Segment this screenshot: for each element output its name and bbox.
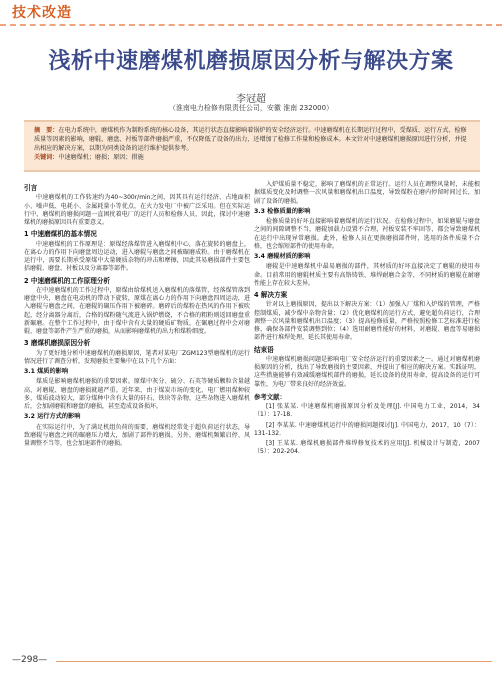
section-heading: 引言 — [24, 184, 38, 192]
article-title: 浅析中速磨煤机磨损原因分析与解决方案 — [48, 49, 454, 74]
subsection-heading: 3.2 运行方式的影响 — [24, 413, 81, 421]
body-paragraph: 中速磨煤机磨损问题是影响电厂安全经济运行的重要因素之一。通过对磨煤机磨损原因的分析，找出了导致磨损的主要因素，并提出了相应的解决方案。实践证明，这些措施能够有效减缓磨煤机部件的磨损，延长设备的使用寿命，提高设备的运行可靠性，为电厂带来良好的经济效益。 — [254, 355, 480, 388]
header-divider — [0, 24, 502, 26]
subsection-heading: 3.3 检修质量的影响 — [254, 207, 311, 215]
abstract-text: 在电力系统中，磨煤机作为制粉系统的核心设备，其运行状态直接影响着锅炉的安全经济运行。中速磨煤机在长期运行过程中，受煤质、运行方式、检修质量等因素的影响，磨辊、磨盘、衬板等部件磨损严重，不仅降低了设备的出力，还增加了检修工作量和检修成本。本文针对中速磨煤机磨损原因进行分析，并提出相应的解决方案，以期为同类设备的运行维护提供参考。 — [34, 127, 467, 152]
body-paragraph: 中速磨煤机的工作原理是：原煤经落煤管进入磨煤机中心，落在旋转的磨盘上，在离心力的作用下向磨盘周边运动，进入磨辊与磨盘之间被碾磨成粉。由于磨煤机在运行中，需要长期承受原煤中大量硬质杂物的冲击和摩擦，因此其易磨损部件主要包括磨辊、磨盘、衬板以及分离器等部件。 — [24, 240, 250, 273]
footer-divider — [56, 661, 492, 662]
body-paragraph: 针对以上磨损原因，提出以下解决方案：（1）加强入厂煤和入炉煤的管理，严格控制煤质，减少煤中杂物含量；（2）优化磨煤机的运行方式，避免超负荷运行，合理调整一次风量和磨煤机出口温度；（3）提高检修质量，严格按照检修工艺标准进行检修，确保各部件安装调整到位；（4）选用耐磨性能好的材料，对磨辊、磨盘等易磨损部件进行堆焊处理，延长其使用寿命。 — [254, 301, 480, 342]
section-heading: 3 磨煤机磨损原因分析 — [24, 339, 91, 348]
body-paragraph: 磨辊是中速磨煤机中最易磨损的部件，其材质的好坏直接决定了磨辊的使用寿命。目前常用的磨辊材质主要有高铬铸铁、堆焊耐磨合金等，不同材质的磨辊在耐磨性能上存在较大差异。 — [254, 263, 480, 287]
column-tag: 技术改造 — [12, 5, 72, 21]
author-name: 李冠超 — [236, 94, 266, 105]
body-paragraph: 在中速磨煤机的工作过程中，原煤由给煤机送入磨煤机的落煤管，经落煤管落到磨盘中央，磨盘在电动机的带动下旋转，原煤在离心力的作用下向磨盘四周运动，进入磨辊与磨盘之间，在磨辊的碾压作用下被磨碎。磨碎后的煤粉在热风的作用下被吹起，经分离器分离后，合格的煤粉随气流进入锅炉燃烧，不合格的粗粉则返回磨盘重新碾磨。在整个工作过程中，由于煤中含有大量的硬质矿物质，在碾磨过程中会对磨辊、磨盘等部件产生严重的磨损，从而影响磨煤机的出力和煤粉细度。 — [24, 286, 250, 335]
author-affiliation: （淮南电力检修有限责任公司，安徽 淮南 232000） — [168, 104, 334, 112]
subsection-heading: 3.1 煤质的影响 — [24, 368, 69, 375]
section-heading: 1 中速磨煤机的基本情况 — [24, 230, 97, 239]
body-paragraph: 入炉煤质量不稳定，影响了磨煤机的正常运行。运行人员在调整风量时，未能根据煤质变化及时调整一次风量和磨煤机出口温度，导致煤粉在磨内停留时间过长，加剧了设备的磨损。 — [254, 181, 480, 205]
body-paragraph: 检修质量的好坏直接影响着磨煤机的运行状况。在检修过程中，如果磨辊与磨盘之间的间隙调整不当，磨辊加载力设置不合理，衬板安装不牢固等，都会导致磨煤机在运行中出现异常磨损。此外，检修人员在更换磨损部件时，选用的备件质量不合格，也会缩短部件的使用寿命。 — [254, 218, 480, 250]
body-paragraph: 在实际运行中，为了满足机组负荷的需要，磨煤机经常处于超负荷运行状态，导致磨辊与磨盘之间的碾磨压力增大，加剧了部件的磨损。另外，磨煤机频繁启停、风量调整不当等，也会加速部件的磨损。 — [24, 423, 250, 447]
body-paragraph: 中速磨煤机的工作转速约为40~300r/min之间，因其具有运行经济、占地面积小、噪声低、电耗小、金属耗量小等优点，在火力发电厂中被广泛采用。但在实际运行中，磨煤机的磨损问题一直困扰着电厂的运行人员和检修人员，因此，探讨中速磨煤机的磨损原因具有重要意义。 — [24, 194, 250, 226]
body-paragraph: 煤质是影响磨煤机磨损的重要因素。原煤中灰分、硫分、石英等硬质颗粒含量越高，对磨辊、磨盘的磨损就越严重。近年来，由于煤炭市场的变化，电厂燃用煤种较多，煤质波动较大，部分煤种中含有大量的矸石、铁块等杂物，这些杂物进入磨煤机后，会加剧磨辊和磨盘的磨损，甚至造成设备损坏。 — [24, 378, 250, 410]
reference-item: [1] 张某某. 中速磨煤机磨损原因分析及处理[J]. 中国电力工业，2014，34（1）：17-18. — [254, 403, 480, 419]
left-column — [24, 181, 250, 450]
keywords-text: 中速磨煤机；磨损；原因；措施 — [58, 154, 144, 161]
section-heading: 2 中速磨煤机的工作原理分析 — [24, 276, 111, 285]
page-number: —298— — [12, 655, 48, 665]
reference-item: [3] 王某某. 磨煤机磨损部件堆焊修复技术的应用[J]. 机械设计与制造，2007（5）：202-204. — [254, 440, 480, 456]
references-heading: 参考文献： — [254, 392, 286, 401]
section-heading: 4 解决方案 — [254, 291, 288, 299]
reference-item: [2] 李某某. 中速磨煤机运行中的磨损问题探讨[J]. 中国电力，2017，10（7）：131-132. — [254, 421, 480, 437]
abstract-box — [24, 120, 480, 172]
section-heading: 结束语 — [254, 345, 274, 354]
body-paragraph: 为了更好地分析中速磨煤机的磨损原因，笔者对某电厂ZGM123型磨煤机的运行情况进行了调查分析，发现磨损主要集中在以下几个方面： — [24, 349, 250, 365]
abstract-label: 摘 要： — [34, 127, 59, 134]
subsection-heading: 3.4 磨辊材质的影响 — [254, 253, 311, 260]
keywords-label: 关键词： — [34, 154, 59, 161]
right-column — [254, 181, 480, 459]
